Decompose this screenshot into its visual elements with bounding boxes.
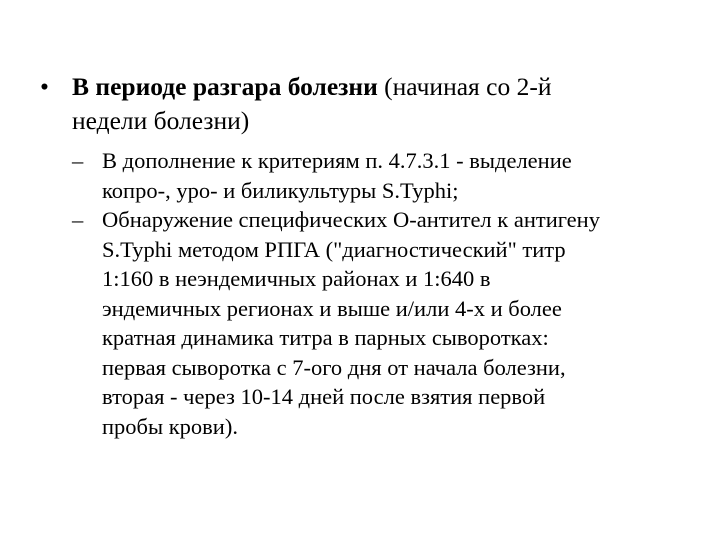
sub-bullet-line: S.Typhi методом РПГА ("диагностический" титр — [102, 236, 566, 262]
sub-bullet-item — [72, 205, 692, 441]
sub-bullet-list — [72, 146, 692, 441]
sub-bullet-line: эндемичных регионах и выше и/или 4-х и более — [102, 295, 562, 321]
sub-bullet-line: первая сыворотка с 7-ого дня от начала болезни, — [102, 354, 566, 380]
sub-bullet-line: пробы крови). — [102, 413, 238, 439]
sub-bullet-line: 1:160 в неэндемичных районах и 1:640 в — [102, 266, 491, 291]
main-bullet-bold-text: В периоде разгара болезни — [72, 72, 378, 101]
dash-marker: – — [72, 207, 84, 232]
main-bullet — [40, 70, 700, 138]
main-bullet-line2: недели болезни) — [72, 106, 250, 135]
main-bullet-text — [72, 70, 700, 138]
sub-bullet-line: вторая - через 10-14 дней после взятия первой — [102, 384, 546, 409]
bullet-marker: • — [40, 72, 49, 101]
sub-bullet-line: Обнаружение специфических О-антител к антигену — [102, 207, 600, 232]
sub-bullet-item — [72, 146, 692, 205]
sub-bullet-line: В дополнение к критериям п. 4.7.3.1 - выделение — [102, 148, 572, 173]
sub-bullet-line: кратная динамика титра в парных сыворотках: — [102, 325, 549, 350]
dash-marker: – — [72, 148, 84, 173]
sub-bullet-line: копро-, уро- и биликультуры S.Typhi; — [102, 177, 459, 203]
main-bullet-normal-text: (начиная со 2-й — [377, 72, 552, 101]
